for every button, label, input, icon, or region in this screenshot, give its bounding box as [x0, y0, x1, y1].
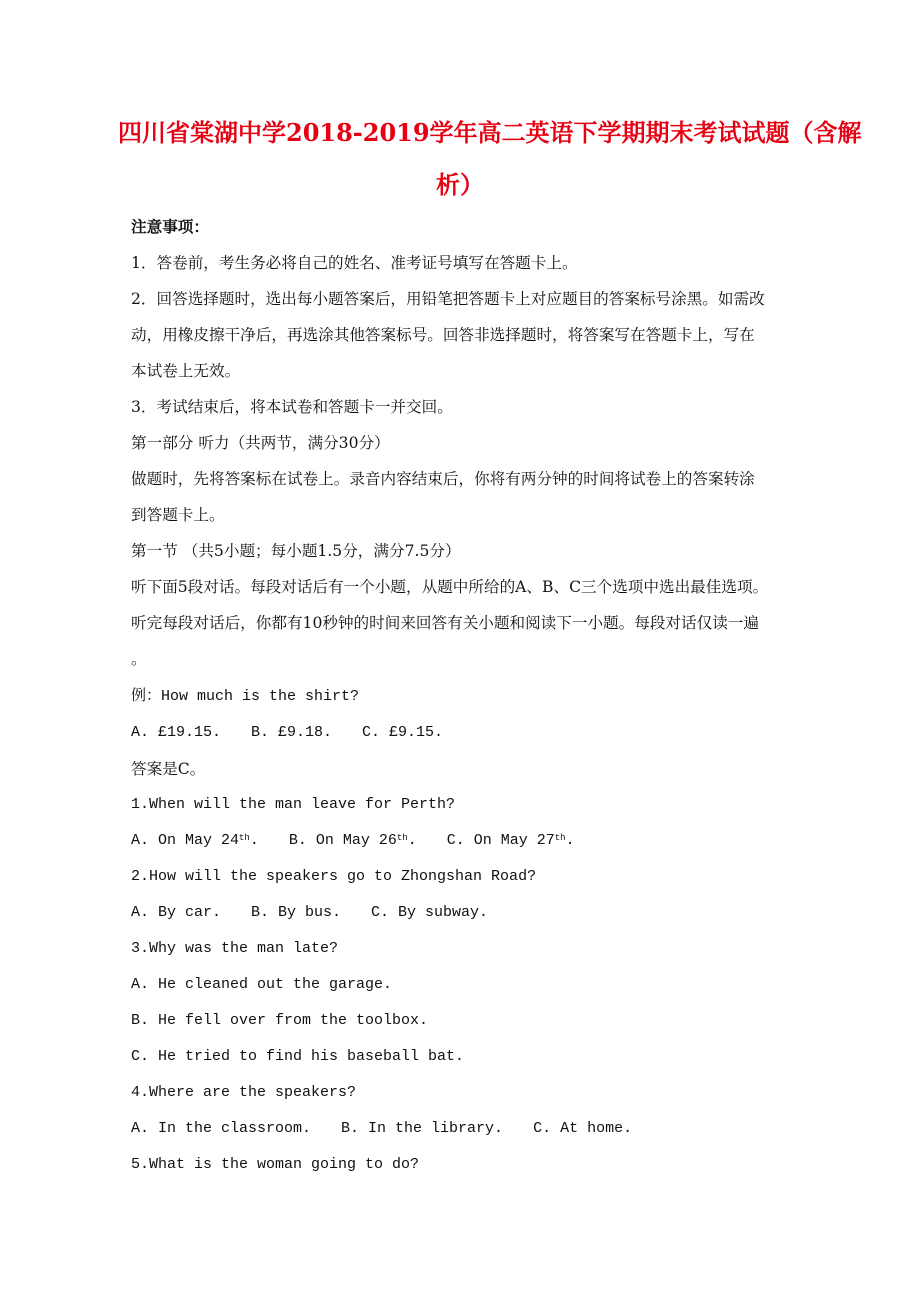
option-a: A. £19.15. [131, 724, 222, 741]
page-title-continued: 析） [436, 170, 484, 199]
question-3-option-c: C. He tried to find his baseball bat. [131, 1048, 465, 1065]
notice-heading: 注意事项： [131, 217, 209, 236]
question-2-options [131, 902, 488, 924]
notice-item-2-cont: 动，用橡皮擦干净后，再选涂其他答案标号。回答非选择题时，将答案写在答题卡上，写在 [131, 326, 755, 344]
part1-instructions-cont: 到答题卡上。 [131, 506, 225, 524]
option-c: C. On May 27th. [446, 832, 575, 849]
notice-item-1: 1．答卷前，考生务必将自己的姓名、准考证号填写在答题卡上。 [131, 254, 578, 272]
notice-item-2: 2．回答选择题时，选出每小题答案后，用铅笔把答题卡上对应题目的答案标号涂黑。如需改 [131, 290, 765, 308]
question-1-options [131, 830, 575, 852]
question-5: 5.What is the woman going to do? [131, 1156, 420, 1173]
example-question: 例：How much is the shirt? [131, 688, 360, 705]
part1-instructions: 做题时，先将答案标在试卷上。录音内容结束后，你将有两分钟的时间将试卷上的答案转涂 [131, 470, 755, 488]
question-2: 2.How will the speakers go to Zhongshan Road? [131, 868, 537, 885]
option-c: C. £9.15. [362, 724, 444, 741]
option-c: C. By subway. [371, 904, 489, 921]
question-3-option-a: A. He cleaned out the garage. [131, 976, 393, 993]
option-b: B. On May 26th. [288, 832, 417, 849]
section1-heading: 第一节 （共5小题；每小题1.5分，满分7.5分） [131, 542, 461, 560]
page-title: 四川省棠湖中学2018-2019学年高二英语下学期期末考试试题（含解 [118, 118, 862, 147]
option-b: B. By bus. [251, 904, 342, 921]
option-c: C. At home. [533, 1120, 633, 1137]
section1-instructions: 听下面5段对话。每段对话后有一个小题，从题中所给的A、B、C三个选项中选出最佳选项。 [131, 578, 769, 596]
question-1: 1.When will the man leave for Perth? [131, 796, 456, 813]
section1-instructions-cont: 。 [131, 650, 147, 668]
question-4-options [131, 1118, 632, 1140]
option-a: A. On May 24th. [131, 832, 259, 849]
example-options [131, 722, 443, 744]
option-b: B. In the library. [341, 1120, 504, 1137]
section1-instructions-cont: 听完每段对话后，你都有10秒钟的时间来回答有关小题和阅读下一小题。每段对话仅读一遍 [131, 614, 759, 632]
part1-heading: 第一部分 听力（共两节，满分30分） [131, 434, 390, 452]
option-b: B. £9.18. [251, 724, 333, 741]
example-answer: 答案是C。 [131, 760, 206, 778]
question-4: 4.Where are the speakers? [131, 1084, 357, 1101]
notice-item-3: 3．考试结束后，将本试卷和答题卡一并交回。 [131, 398, 453, 416]
question-3-option-b: B. He fell over from the toolbox. [131, 1012, 429, 1029]
question-3: 3.Why was the man late? [131, 940, 339, 957]
notice-item-2-cont: 本试卷上无效。 [131, 362, 241, 380]
option-a: A. In the classroom. [131, 1120, 312, 1137]
option-a: A. By car. [131, 904, 222, 921]
